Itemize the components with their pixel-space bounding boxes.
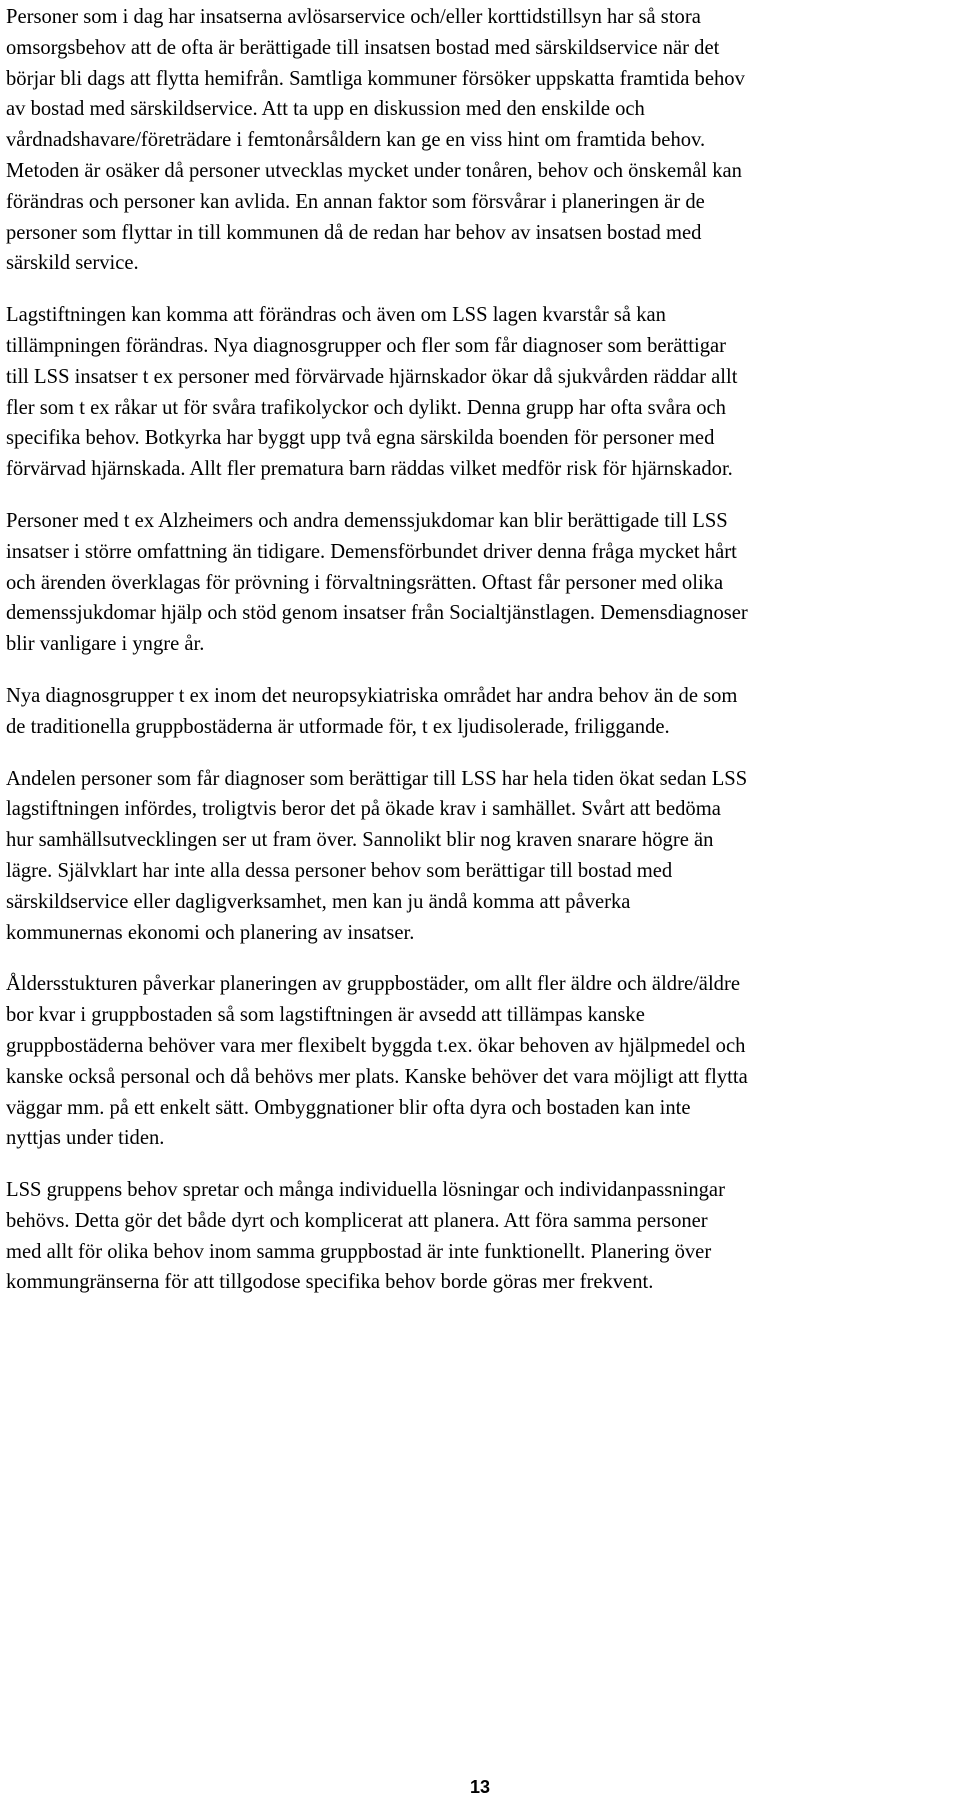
text-line: omsorgsbehov att de ofta är berättigade till insatsen bostad med särskildservice när det [6,36,720,59]
text-line: till LSS insatser t ex personer med förvärvade hjärnskador ökar då sjukvården räddar allt [6,365,738,388]
text-line: förvärvad hjärnskada. Allt fler prematura barn räddas vilket medför risk för hjärnskador. [6,458,733,481]
text-line: blir vanligare i yngre år. [6,633,205,656]
paragraph-2 [6,300,956,485]
text-line: och ärenden överklagas för prövning i förvaltningsrätten. Oftast får personer med olika [6,571,724,594]
paragraph-4 [6,681,956,743]
text-line: särskildservice eller dagligverksamhet, men kan ju ändå komma att påverka [6,890,631,913]
text-line: Lagstiftningen kan komma att förändras och även om LSS lagen kvarstår så kan [6,304,666,327]
text-line: förändras och personer kan avlida. En annan faktor som försvårar i planeringen är de [6,190,705,213]
paragraph-1 [6,2,956,279]
paragraph-6 [6,969,956,1154]
text-line: de traditionella gruppbostäderna är utformade för, t ex ljudisolerade, friliggande. [6,715,670,738]
text-line: demenssjukdomar hjälp och stöd genom insatser från Socialtjänstlagen. Demensdiagnoser [6,602,748,625]
text-line: kanske också personal och då behövs mer plats. Kanske behöver det vara möjligt att flytta [6,1065,748,1088]
paragraph-3 [6,506,956,660]
text-line: Personer med t ex Alzheimers och andra demenssjukdomar kan blir berättigade till LSS [6,509,728,532]
page-number-text: 13 [469,1777,491,1797]
text-line: Nya diagnosgrupper t ex inom det neuropsykiatriska området har andra behov än de som [6,684,738,707]
body-text [6,2,956,1298]
text-line: vårdnadshavare/företrädare i femtonårsåldern kan ge en viss hint om framtida behov. [6,129,706,152]
text-line: lägre. Självklart har inte alla dessa personer behov som berättigar till bostad med [6,859,673,882]
text-line: behövs. Detta gör det både dyrt och komplicerat att planera. Att föra samma personer [6,1209,708,1232]
text-line: kommunernas ekonomi och planering av insatser. [6,921,415,944]
text-line: särskild service. [6,252,139,275]
text-line: personer som flyttar in till kommunen då de redan har behov av insatsen bostad med [6,221,702,244]
text-line: tillämpningen förändras. Nya diagnosgrupper och fler som får diagnoser som berättigar [6,334,726,357]
text-line: Åldersstukturen påverkar planeringen av gruppbostäder, om allt fler äldre och äldre/äldre [6,973,740,996]
text-line: fler som t ex råkar ut för svåra trafikolyckor och dylikt. Denna grupp har ofta svåra och [6,396,726,419]
text-line: bor kvar i gruppbostaden så som lagstiftningen är avsedd att tillämpas kanske [6,1004,645,1027]
text-line: nyttjas under tiden. [6,1127,165,1150]
text-line: Personer som i dag har insatserna avlösarservice och/eller korttidstillsyn har så stora [6,6,701,28]
text-line: specifika behov. Botkyrka har byggt upp två egna särskilda boenden för personer med [6,427,715,450]
paragraph-5 [6,764,956,949]
text-line: hur samhällsutvecklingen ser ut fram över. Sannolikt blir nog kraven snarare högre än [6,829,714,852]
text-line: med allt för olika behov inom samma gruppbostad är inte funktionellt. Planering över [6,1240,712,1263]
text-line: Metoden är osäker då personer utvecklas mycket under tonåren, behov och önskemål kan [6,159,742,182]
page-number [0,1776,960,1798]
text-line: lagstiftningen infördes, troligtvis beror det på ökade krav i samhället. Svårt att bedöma [6,798,721,821]
text-line: LSS gruppens behov spretar och många individuella lösningar och individanpassningar [6,1179,725,1202]
text-line: kommungränserna för att tillgodose specifika behov borde göras mer frekvent. [6,1271,654,1294]
text-line: gruppbostäderna behöver vara mer flexibelt byggda t.ex. ökar behoven av hjälpmedel och [6,1034,746,1057]
text-line: Andelen personer som får diagnoser som berättigar till LSS har hela tiden ökat sedan LSS [6,767,748,790]
text-line: av bostad med särskildservice. Att ta upp en diskussion med den enskilde och [6,98,645,121]
text-line: börjar bli dags att flytta hemifrån. Samtliga kommuner försöker uppskatta framtida behov [6,67,745,90]
text-line: insatser i större omfattning än tidigare. Demensförbundet driver denna fråga mycket hårt [6,540,737,563]
text-line: väggar mm. på ett enkelt sätt. Ombyggnationer blir ofta dyra och bostaden kan inte [6,1096,691,1119]
paragraph-7 [6,1175,956,1298]
